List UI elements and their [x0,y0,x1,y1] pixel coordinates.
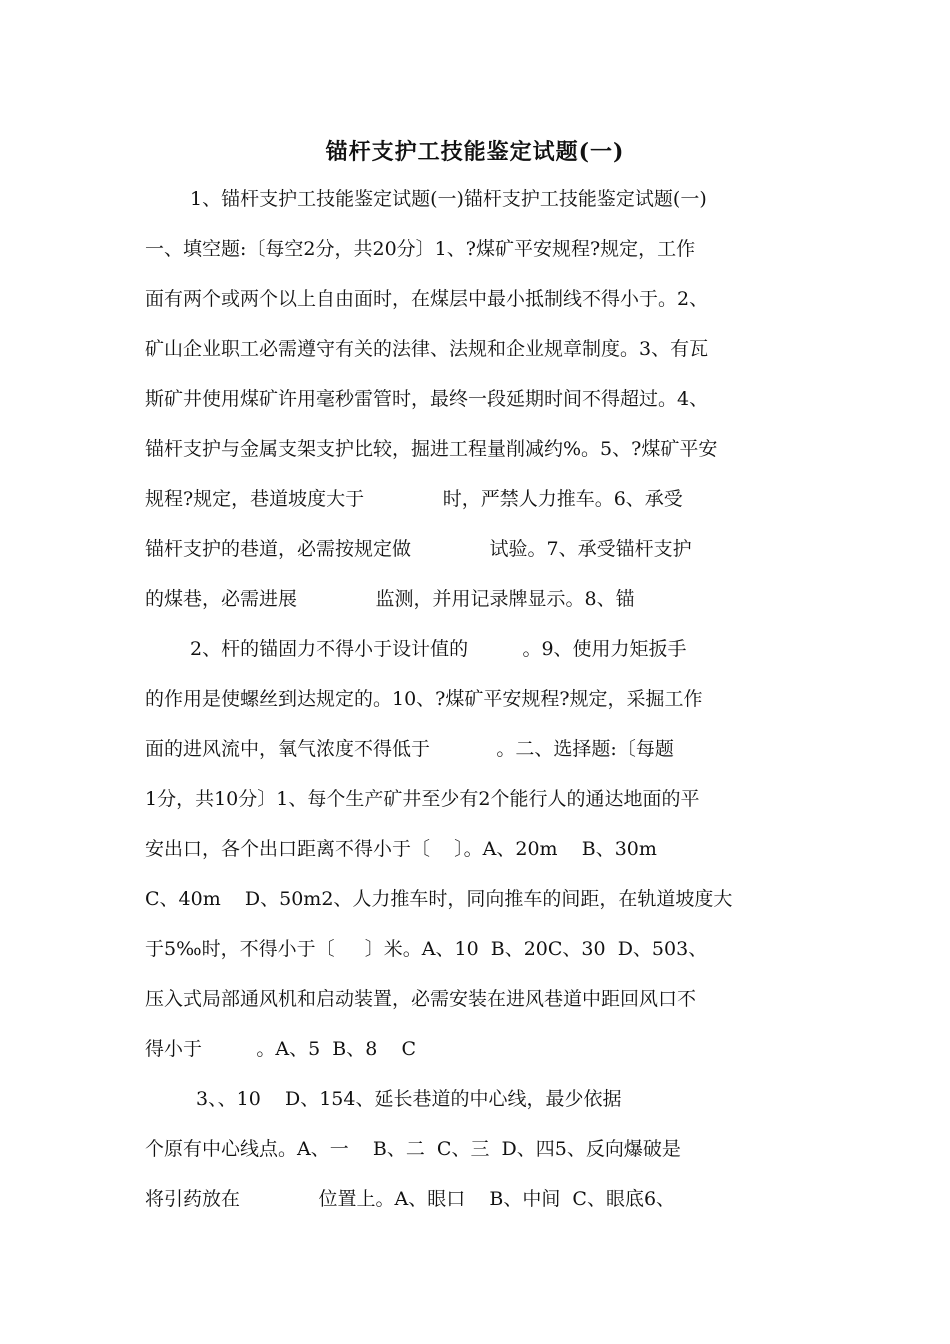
text-line: 规程?规定，巷道坡度大于 时，严禁人力推车。6、承受 [145,488,683,510]
text-line: C、40m D、50m2、人力推车时，同向推车的间距，在轨道坡度大 [145,888,733,910]
text-line: 矿山企业职工必需遵守有关的法律、法规和企业规章制度。3、有瓦 [145,338,709,360]
text-line: 安出口，各个出口距离不得小于〔 〕。A、20m B、30m [145,838,657,860]
text-line: 3、、10 D、154、延长巷道的中心线，最少依据 [190,1088,622,1110]
text-line: 面有两个或两个以上自由面时，在煤层中最小抵制线不得小于。2、 [145,288,709,310]
text-line: 锚杆支护与金属支架支护比较，掘进工程量削减约%。5、?煤矿平安 [145,438,718,460]
text-line: 2、杆的锚固力不得小于设计值的 。9、使用力矩扳手 [190,638,687,660]
text-line: 1、锚杆支护工技能鉴定试题(一)锚杆支护工技能鉴定试题(一) [190,188,707,210]
text-line: 将引药放在 位置上。A、眼口 B、中间 C、眼底6、 [145,1188,676,1210]
document-title: 锚杆支护工技能鉴定试题(一) [325,139,625,165]
text-line: 个原有中心线点。A、一 B、二 C、三 D、四5、反向爆破是 [145,1138,681,1160]
text-line: 斯矿井使用煤矿许用毫秒雷管时，最终一段延期时间不得超过。4、 [145,388,709,410]
text-line: 锚杆支护的巷道，必需按规定做 试验。7、承受锚杆支护 [145,538,692,560]
text-line: 面的进风流中，氧气浓度不得低于 。二、选择题:〔每题 [145,738,674,760]
text-line: 于5‰时，不得小于〔 〕米。A、10 B、20C、30 D、503、 [145,938,708,960]
text-line: 得小于 。A、5 B、8 C [145,1038,416,1060]
text-line: 的煤巷，必需进展 监测，并用记录牌显示。8、锚 [145,588,635,610]
text-line: 压入式局部通风机和启动装置，必需安装在进风巷道中距回风口不 [145,988,697,1010]
text-line: 一、填空题:〔每空2分，共20分〕1、?煤矿平安规程?规定，工作 [145,238,696,260]
text-line: 1分，共10分〕1、每个生产矿井至少有2个能行人的通达地面的平 [145,788,700,810]
text-line: 的作用是使螺丝到达规定的。10、?煤矿平安规程?规定，采掘工作 [145,688,703,710]
